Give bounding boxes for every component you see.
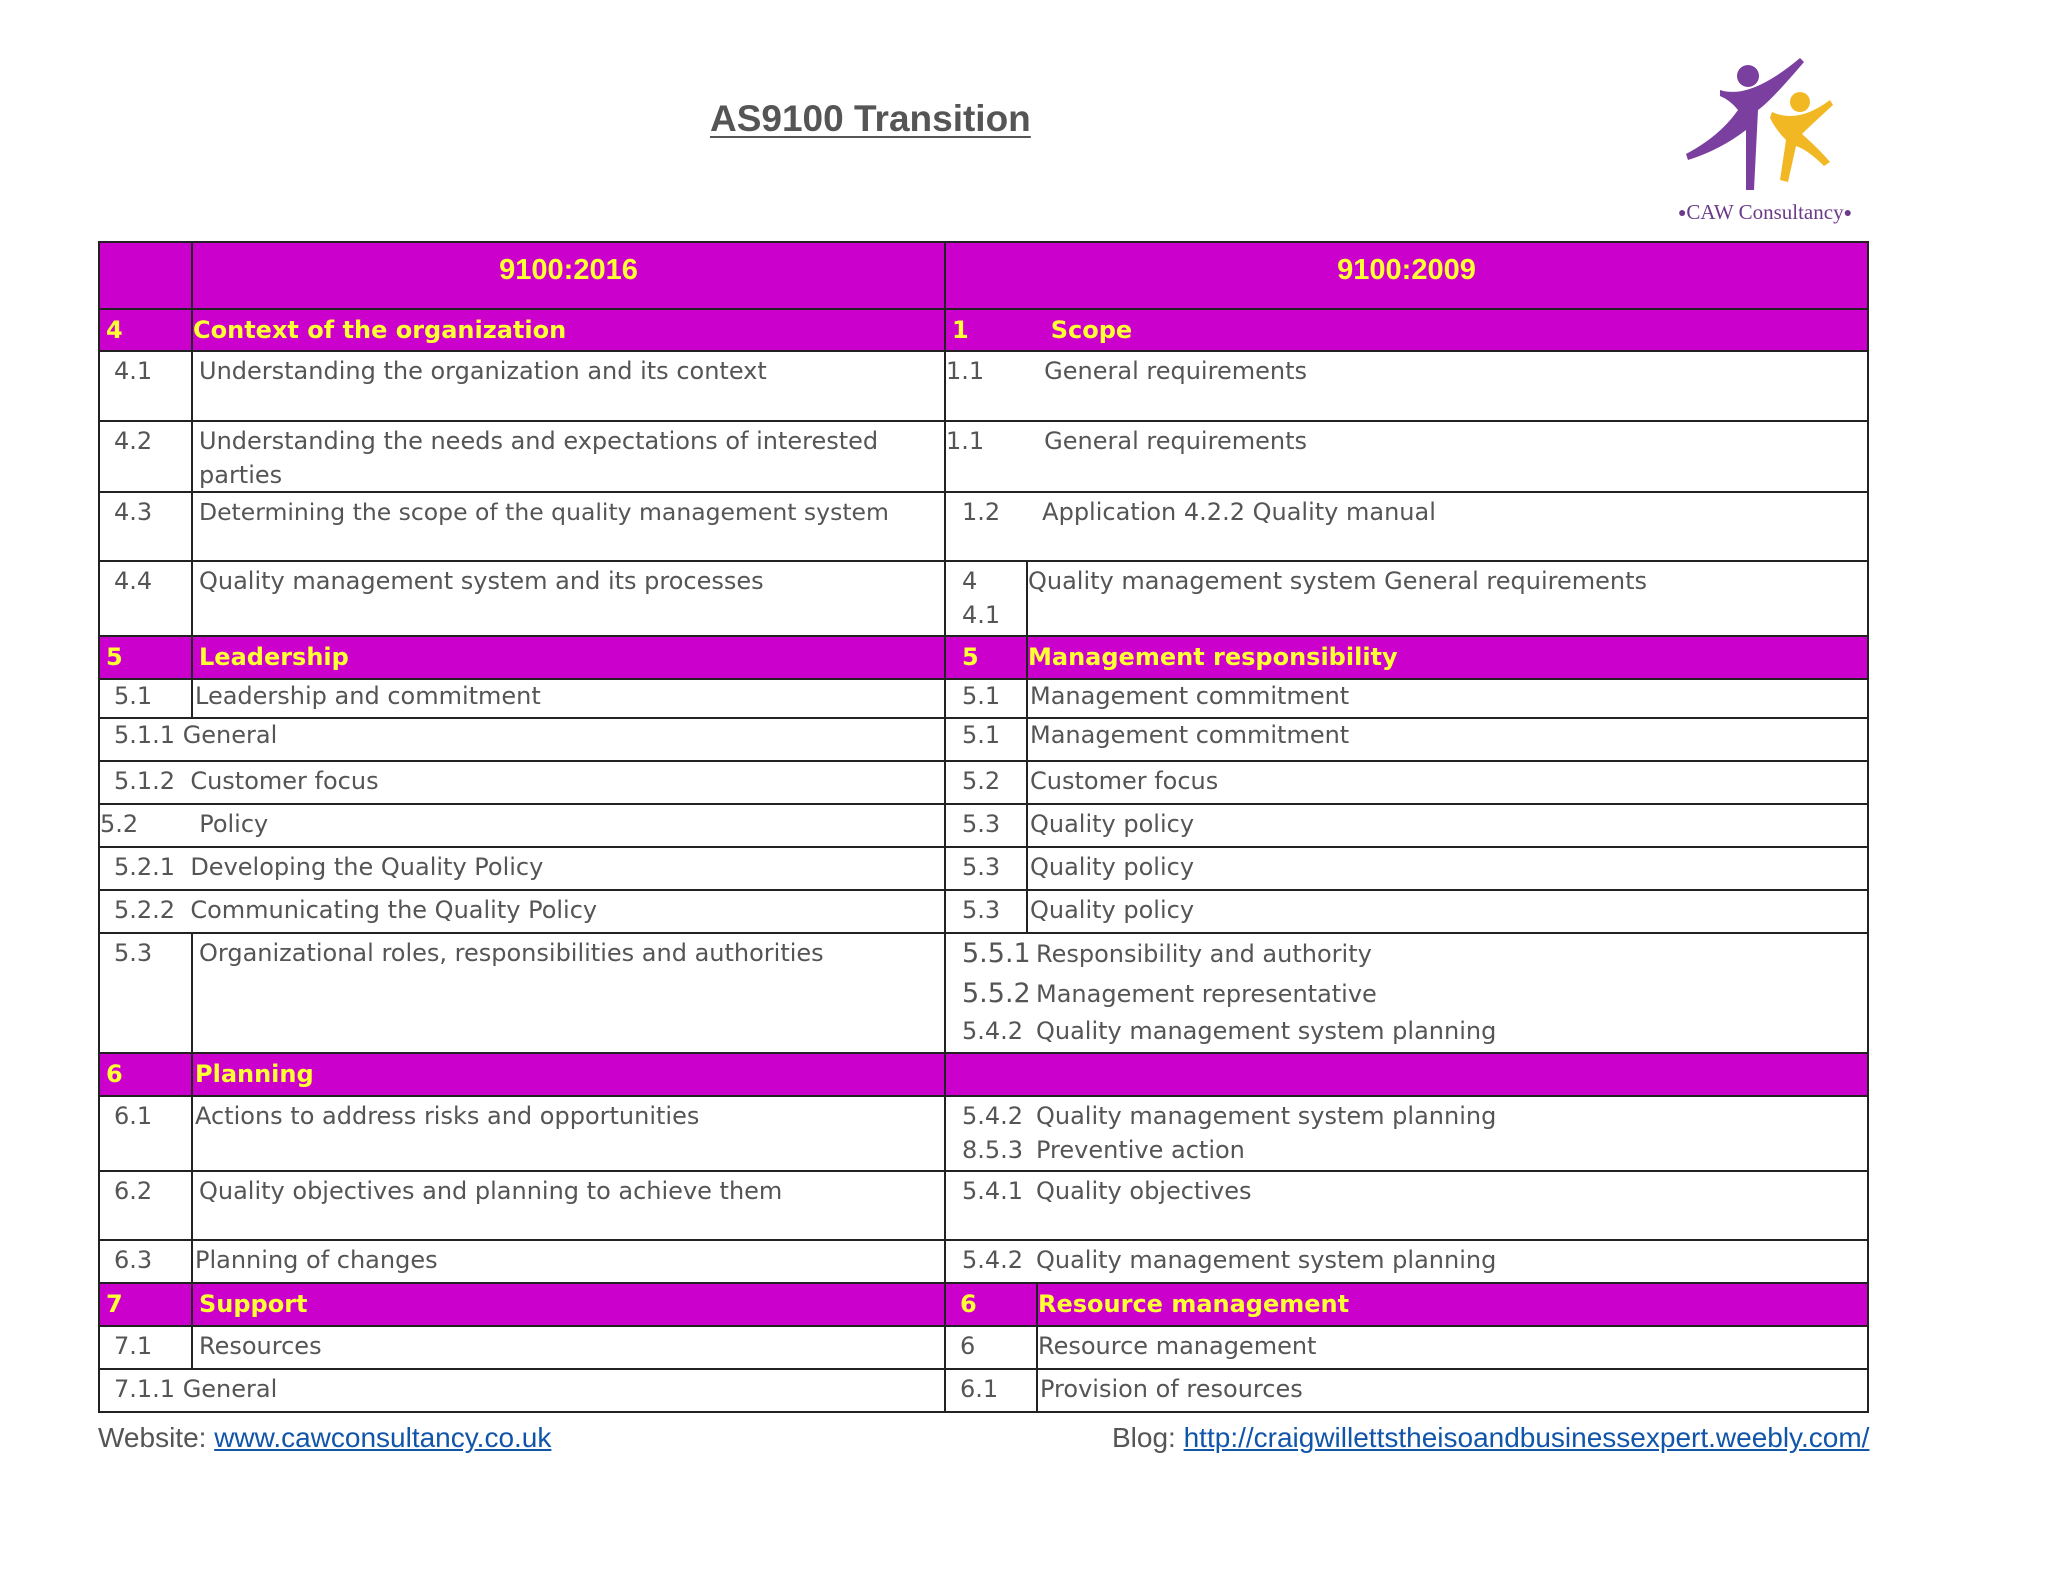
clause-number-2016: 4.1 [98, 350, 191, 420]
clause-number-2009: 5.3 [944, 803, 1026, 846]
section-title-2016: Support [191, 1282, 944, 1325]
section-number-2016: 5 [98, 635, 191, 678]
website-link[interactable]: www.cawconsultancy.co.uk [214, 1422, 552, 1453]
clause-2009 [944, 350, 1869, 420]
bullet-dot-icon: ● [1677, 206, 1687, 222]
clause-number-2009: 1.2 [962, 498, 1001, 526]
table-row [98, 420, 1869, 491]
clause-title-2016: Determining the scope of the quality management system [191, 491, 944, 560]
clause-title-2009: Responsibility and authority [1036, 940, 1372, 968]
clause-list-2009 [944, 1239, 1869, 1282]
clause-title-2016: Quality management system and its processes [191, 560, 944, 635]
clause-number-2009: 5.4.2 [962, 1017, 1024, 1045]
section-row [98, 1052, 1869, 1095]
clause-title-2009: Quality policy [1026, 803, 1869, 846]
section-number-2009: 6 [944, 1282, 1036, 1325]
clause-2016: 5.1.1 General [98, 717, 944, 760]
header-blank-cell [98, 241, 191, 308]
section-number-2016: 6 [98, 1052, 191, 1095]
footer-website [98, 1422, 551, 1454]
clause-number-2009: 4.1 [962, 601, 1001, 629]
clause-title-2009: Quality management system planning [1036, 1017, 1497, 1045]
clause-title-2016: Actions to address risks and opportunities [191, 1095, 944, 1170]
clause-number-2016: 4.2 [98, 420, 191, 491]
clause-number-2016: 6.2 [98, 1170, 191, 1239]
clause-numbers-2009 [944, 560, 1026, 635]
clause-list-2009 [944, 1170, 1869, 1239]
clause-number-2016: 7.1 [98, 1325, 191, 1368]
clause-title-2009: Quality management system planning [1036, 1102, 1497, 1130]
section-title-2016: Planning [191, 1052, 944, 1095]
table-row [98, 678, 1869, 717]
clause-2016: 5.2.1 Developing the Quality Policy [98, 846, 944, 889]
clause-title-2016: Understanding the organization and its context [191, 350, 944, 420]
clause-number-2016: 5.3 [98, 932, 191, 1052]
table-row [98, 560, 1869, 635]
blog-label: Blog: [1112, 1422, 1176, 1453]
clause-title-2009: Quality policy [1026, 846, 1869, 889]
clause-line [962, 974, 1861, 1014]
table-row [98, 1095, 1869, 1170]
clause-title-2009: Application 4.2.2 Quality manual [1042, 498, 1436, 526]
dancing-figures-logo-icon [1680, 50, 1850, 200]
table-row [98, 1239, 1869, 1282]
clause-2009 [944, 420, 1869, 491]
clause-title-2009: General requirements [1044, 427, 1307, 455]
clause-number-2016: 4.4 [98, 560, 191, 635]
clause-list-2009 [944, 932, 1869, 1052]
clause-number-2016: 5.1 [98, 678, 191, 717]
section-number-2016: 4 [98, 308, 191, 350]
section-row [98, 1282, 1869, 1325]
clause-line [962, 1099, 1861, 1133]
clause-number-2016: 6.1 [98, 1095, 191, 1170]
table-row [98, 803, 1869, 846]
clause-number-2009: 5.2 [944, 760, 1026, 803]
clause-title-2016: Quality objectives and planning to achieve them [191, 1170, 944, 1239]
table-row [98, 846, 1869, 889]
clause-title-2009: Preventive action [1036, 1136, 1245, 1164]
clause-title-2016: Organizational roles, responsibilities and authorities [191, 932, 944, 1052]
clause-title-2009: Quality management system General requirements [1026, 560, 1869, 635]
clause-number-2009: 6 [944, 1325, 1036, 1368]
bullet-dot-icon: ● [1843, 206, 1853, 222]
clause-number-2009: 5.1 [944, 678, 1026, 717]
clause-number-2009: 1.1 [946, 357, 985, 385]
table-row [98, 350, 1869, 420]
section-number-2016: 7 [98, 1282, 191, 1325]
clause-title-2009: Management commitment [1026, 678, 1869, 717]
clause-number-2009: 5.4.2 [962, 1246, 1024, 1274]
clause-title-2016: Planning of changes [191, 1239, 944, 1282]
clause-number-2009: 6.1 [944, 1368, 1036, 1413]
clause-line [962, 1133, 1861, 1167]
clause-title-2009: Quality objectives [1036, 1177, 1252, 1205]
clause-title-2009: Quality policy [1026, 889, 1869, 932]
section-number-2009: 1 [952, 316, 969, 344]
clause-title-2009: Resource management [1036, 1325, 1869, 1368]
clause-number-2016: 4.3 [98, 491, 191, 560]
blog-link[interactable]: http://craigwillettstheisoandbusinessexpert.weebly.com/ [1183, 1422, 1870, 1453]
table-row [98, 760, 1869, 803]
table-row [98, 932, 1869, 1052]
logo-text: CAW Consultancy [1686, 200, 1844, 224]
header-9100-2009: 9100:2009 [944, 241, 1869, 308]
clause-number-2009: 5.1 [944, 717, 1026, 760]
document-title: AS9100 Transition [710, 98, 1031, 139]
clause-title-2009: General requirements [1044, 357, 1307, 385]
table-row [98, 491, 1869, 560]
table-row [98, 1368, 1869, 1413]
section-title-2016: Context of the organization [191, 308, 944, 350]
clause-line [962, 934, 1861, 974]
table-row [98, 889, 1869, 932]
clause-list-2009 [944, 1095, 1869, 1170]
section-title-2009: Scope [1050, 316, 1133, 344]
website-label: Website: [98, 1422, 207, 1453]
clause-number-2009: 5.5.2 [962, 978, 1031, 1009]
section-title-2009: Resource management [1036, 1282, 1869, 1325]
section-title-2016: Leadership [191, 635, 944, 678]
table-header-row [98, 241, 1869, 308]
footer-blog [1112, 1422, 1869, 1454]
clause-title-2009: Provision of resources [1036, 1368, 1869, 1413]
clause-title-2009: Management commitment [1026, 717, 1869, 760]
clause-title-2016: Resources [191, 1325, 944, 1368]
clause-number-2009: 5.4.1 [962, 1177, 1024, 1205]
clause-2009 [944, 491, 1869, 560]
section-row [98, 635, 1869, 678]
table-row [98, 1170, 1869, 1239]
clause-2016: 7.1.1 General [98, 1368, 944, 1413]
clause-title-2009: Quality management system planning [1036, 1246, 1497, 1274]
section-row [98, 308, 1869, 350]
clause-number-2009: 4 [962, 567, 978, 595]
clause-number-2016: 6.3 [98, 1239, 191, 1282]
section-title-2009: Management responsibility [1026, 635, 1869, 678]
clause-title-2016: Understanding the needs and expectations of interested parties [191, 420, 944, 491]
clause-title-2009: Customer focus [1026, 760, 1869, 803]
section-2009 [944, 308, 1869, 350]
clause-number-2009: 5.4.2 [962, 1102, 1024, 1130]
clause-number-2009: 5.3 [944, 889, 1026, 932]
clause-2016: 5.2.2 Communicating the Quality Policy [98, 889, 944, 932]
clause-2016: 5.2 Policy [98, 803, 944, 846]
table-row [98, 1325, 1869, 1368]
header-9100-2016: 9100:2016 [191, 241, 944, 308]
clause-number-2009: 5.5.1 [962, 938, 1031, 969]
caw-logo [1650, 50, 1880, 230]
section-2009-empty [944, 1052, 1869, 1095]
clause-2016: 5.1.2 Customer focus [98, 760, 944, 803]
clause-number-2009: 8.5.3 [962, 1136, 1024, 1164]
section-number-2009: 5 [944, 635, 1026, 678]
logo-wordmark [1650, 200, 1880, 225]
clause-number-2009: 5.3 [944, 846, 1026, 889]
clause-title-2016: Leadership and commitment [191, 678, 944, 717]
clause-line [962, 1014, 1861, 1048]
clause-number-2009: 1.1 [946, 427, 985, 455]
table-row [98, 717, 1869, 760]
clause-title-2009: Management representative [1036, 980, 1377, 1008]
